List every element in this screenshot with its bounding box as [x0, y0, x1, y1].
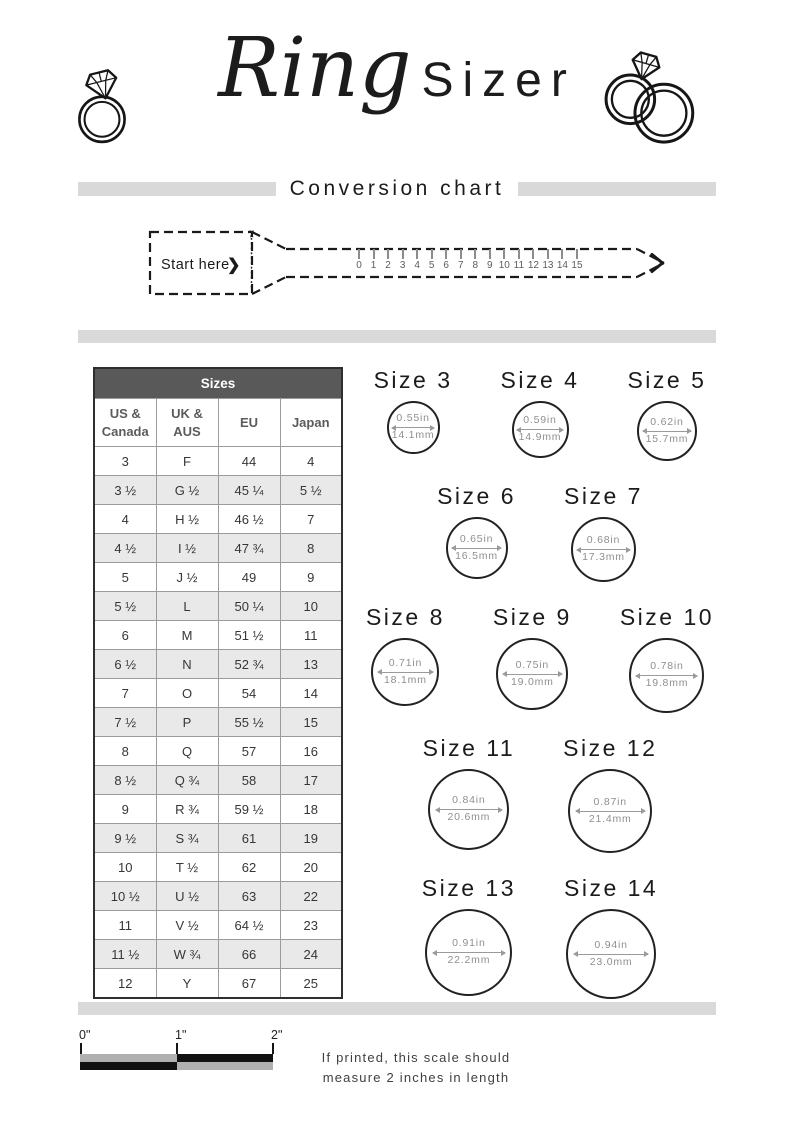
scale-caption: [278, 1048, 554, 1088]
ruler-tick: [454, 249, 468, 271]
size-label: Size 8: [365, 604, 445, 630]
cell-uk: U ½: [156, 882, 218, 911]
ruler-tick-number: 11: [513, 260, 525, 271]
ruler-tick: [497, 249, 511, 271]
diameter-measure: [639, 417, 695, 445]
column-header-eu: EU: [218, 399, 280, 447]
diameter-arrow-icon: [643, 431, 691, 432]
cell-japan: 8: [280, 534, 342, 563]
diameter-arrow-icon: [436, 809, 502, 810]
ruler-tick-number: 2: [385, 260, 391, 271]
cell-japan: 15: [280, 708, 342, 737]
cell-japan: 13: [280, 650, 342, 679]
size-circle: [425, 909, 512, 996]
ruler-tick: [555, 249, 569, 271]
ruler-tick-mark: [460, 249, 462, 259]
table-row: [94, 708, 342, 737]
table-row: [94, 679, 342, 708]
cell-uk: V ½: [156, 911, 218, 940]
ruler-tick: [541, 249, 555, 271]
ruler-tick-mark: [402, 249, 404, 259]
ruler-tick-mark: [489, 249, 491, 259]
scale-label-0: 0": [79, 1028, 91, 1042]
size-cell: [501, 367, 580, 458]
cell-eu: 66: [218, 940, 280, 969]
cell-japan: 17: [280, 766, 342, 795]
cell-eu: 49: [218, 563, 280, 592]
table-row: [94, 621, 342, 650]
ruler-tick-mark: [561, 249, 563, 259]
subtitle-row: [78, 177, 716, 201]
size-circle: [629, 638, 704, 713]
diameter-mm: 17.3mm: [582, 551, 625, 563]
cell-eu: 59 ½: [218, 795, 280, 824]
scale-segment: [177, 1062, 274, 1070]
cell-uk: L: [156, 592, 218, 621]
size-cell: [423, 735, 516, 850]
cell-eu: 45 ¼: [218, 476, 280, 505]
size-circle: [496, 638, 568, 710]
size-row-2: [437, 483, 643, 582]
cell-uk: O: [156, 679, 218, 708]
scale-bar-bottom: [80, 1062, 273, 1070]
ruler-tick: [526, 249, 540, 271]
cell-uk: Q ¾: [156, 766, 218, 795]
cell-us: 4: [94, 505, 156, 534]
cell-uk: R ¾: [156, 795, 218, 824]
size-circle: [387, 401, 440, 454]
diameter-measure: [373, 658, 437, 686]
size-row-4: [423, 735, 658, 853]
scale-segment: [80, 1062, 177, 1070]
table-row: [94, 795, 342, 824]
ruler-tick-number: 1: [370, 260, 377, 271]
diameter-mm: 22.2mm: [447, 954, 491, 966]
diameter-arrow-icon: [433, 952, 504, 953]
ruler-tick: [381, 249, 395, 271]
ruler-tick-number: 12: [527, 260, 539, 271]
ruler-tick-mark: [416, 249, 418, 259]
cell-us: 6: [94, 621, 156, 650]
diameter-arrow-icon: [503, 674, 561, 675]
diameter-mm: 20.6mm: [447, 811, 491, 823]
cell-uk: M: [156, 621, 218, 650]
size-label: Size 13: [421, 875, 516, 901]
diameter-mm: 16.5mm: [455, 549, 498, 562]
cell-us: 11: [94, 911, 156, 940]
cell-uk: I ½: [156, 534, 218, 563]
table-row: [94, 476, 342, 505]
size-cell: [493, 604, 572, 710]
ruler-tick: [425, 249, 439, 271]
scissors-icon: ✂: [245, 229, 256, 239]
size-circle: [428, 769, 509, 850]
size-label: Size 7: [564, 483, 643, 509]
table-row: [94, 882, 342, 911]
print-scale-ruler: [79, 1028, 283, 1074]
ruler-tick-number: 3: [399, 260, 406, 271]
column-header-uk: UK & AUS: [156, 399, 218, 447]
subtitle-left-bar: [78, 182, 276, 196]
cell-uk: F: [156, 447, 218, 476]
diameter-measure: [430, 795, 507, 823]
cell-eu: 67: [218, 969, 280, 999]
cell-japan: 9: [280, 563, 342, 592]
cell-japan: 4: [280, 447, 342, 476]
size-label: Size 11: [422, 735, 516, 761]
cell-uk: N: [156, 650, 218, 679]
table-row: [94, 766, 342, 795]
size-row-5: [422, 875, 658, 999]
table-row: [94, 853, 342, 882]
cell-eu: 50 ¼: [218, 592, 280, 621]
cell-us: 3 ½: [94, 476, 156, 505]
diameter-inches: 0.62in: [650, 415, 684, 428]
cell-japan: 11: [280, 621, 342, 650]
cell-eu: 47 ¾: [218, 534, 280, 563]
diameter-inches: 0.55in: [396, 412, 430, 425]
scale-segment: [177, 1054, 274, 1062]
cell-us: 8 ½: [94, 766, 156, 795]
cell-eu: 64 ½: [218, 911, 280, 940]
ruler-tick: [439, 249, 453, 271]
size-circle: [446, 517, 508, 579]
cell-uk: P: [156, 708, 218, 737]
print-scale-section: [80, 1028, 720, 1090]
cell-eu: 46 ½: [218, 505, 280, 534]
cell-us: 4 ½: [94, 534, 156, 563]
cell-eu: 51 ½: [218, 621, 280, 650]
cell-uk: S ¾: [156, 824, 218, 853]
ruler-tick-mark: [518, 249, 520, 259]
size-circle: [512, 401, 569, 458]
scale-label-2: 2": [271, 1028, 283, 1042]
size-circles-section: [364, 367, 716, 999]
cell-us: 12: [94, 969, 156, 999]
start-here-label: Start here: [161, 257, 230, 273]
size-label: Size 3: [373, 367, 453, 393]
diameter-mm: 19.8mm: [645, 677, 689, 689]
cell-us: 3: [94, 447, 156, 476]
diameter-inches: 0.78in: [650, 660, 684, 673]
diameter-inches: 0.65in: [459, 532, 494, 545]
cell-us: 7: [94, 679, 156, 708]
cell-japan: 20: [280, 853, 342, 882]
ruler-tick-number: 6: [443, 260, 449, 271]
diameter-inches: 0.91in: [452, 937, 486, 950]
ruler-tick-mark: [358, 249, 360, 259]
cell-japan: 16: [280, 737, 342, 766]
size-conversion-table: [93, 367, 343, 999]
double-rings-icon: [598, 48, 702, 146]
ruler-tick-number: 10: [498, 260, 510, 271]
size-circle: [566, 909, 656, 999]
diameter-mm: 14.1mm: [391, 429, 435, 441]
diameter-inches: 0.59in: [523, 414, 557, 427]
diameter-measure: [631, 661, 702, 689]
diameter-mm: 14.9mm: [518, 431, 562, 443]
size-label: Size 9: [492, 604, 572, 630]
cell-japan: 7: [280, 505, 342, 534]
ruler-tick-mark: [532, 249, 534, 259]
size-circle: [568, 769, 652, 853]
size-label: Size 10: [619, 604, 715, 630]
cell-japan: 25: [280, 969, 342, 999]
scale-bar-top: [80, 1054, 273, 1062]
cell-japan: 24: [280, 940, 342, 969]
ruler-tick-mark: [576, 249, 578, 259]
cell-us: 5: [94, 563, 156, 592]
diameter-measure: [498, 660, 566, 688]
diameter-arrow-icon: [517, 429, 563, 430]
ruler-tick-number: 8: [472, 260, 479, 271]
ruler-tick: [352, 249, 366, 271]
size-label: Size 12: [563, 735, 658, 761]
size-cell: [422, 875, 516, 996]
scale-caption-line1: If printed, this scale should: [321, 1050, 511, 1065]
table-row: [94, 563, 342, 592]
size-cell: [366, 604, 445, 706]
size-label: Size 14: [564, 875, 659, 901]
cell-japan: 5 ½: [280, 476, 342, 505]
start-here-chevron-icon: ❯: [227, 257, 241, 274]
cell-us: 5 ½: [94, 592, 156, 621]
scale-tick: [80, 1043, 82, 1054]
ruler-tick-number: 4: [414, 260, 420, 271]
ruler-tick: [483, 249, 497, 271]
cell-us: 9 ½: [94, 824, 156, 853]
ruler-tick-number: 13: [542, 260, 554, 271]
size-cell: [563, 735, 657, 853]
table-row: [94, 737, 342, 766]
diameter-arrow-icon: [378, 672, 433, 673]
scale-caption-line2: measure 2 inches in length: [322, 1070, 510, 1086]
table-row: [94, 824, 342, 853]
scale-tick: [272, 1043, 274, 1054]
size-row-3: [366, 604, 714, 713]
ruler-tick-mark: [431, 249, 433, 259]
size-cell: [564, 875, 658, 999]
top-divider-bar: [78, 330, 716, 343]
cell-eu: 63: [218, 882, 280, 911]
table-row: [94, 650, 342, 679]
subtitle-text: Conversion chart: [289, 177, 505, 200]
cell-japan: 23: [280, 911, 342, 940]
ruler-tick-number: 9: [487, 260, 493, 271]
diameter-arrow-icon: [392, 427, 434, 428]
cell-eu: 54: [218, 679, 280, 708]
table-row: [94, 592, 342, 621]
table-row: [94, 940, 342, 969]
diameter-measure: [573, 535, 634, 563]
size-label: Size 6: [437, 483, 516, 509]
title-ring: Ring: [218, 21, 412, 116]
column-header-us: US & Canada: [94, 399, 156, 447]
cell-eu: 57: [218, 737, 280, 766]
table-row: [94, 505, 342, 534]
diameter-mm: 21.4mm: [588, 812, 632, 825]
diameter-measure: [514, 415, 567, 443]
diameter-inches: 0.84in: [452, 794, 486, 807]
diameter-inches: 0.75in: [515, 658, 550, 671]
cell-japan: 14: [280, 679, 342, 708]
size-cell: [374, 367, 453, 454]
ruler-tick: [367, 249, 381, 271]
ruler-tick-mark: [474, 249, 476, 259]
cell-eu: 55 ½: [218, 708, 280, 737]
title-sizer: Sizer: [421, 54, 576, 107]
bottom-divider-bar: [78, 1002, 716, 1015]
ruler-tick: [468, 249, 482, 271]
cell-uk: Q: [156, 737, 218, 766]
sizer-ruler: [352, 249, 584, 271]
diameter-inches: 0.87in: [593, 795, 627, 808]
diameter-mm: 15.7mm: [645, 432, 689, 445]
scale-label-1: 1": [175, 1028, 187, 1042]
size-cell: [437, 483, 516, 579]
ring-sizer-strip: [148, 228, 678, 300]
cell-eu: 52 ¾: [218, 650, 280, 679]
ruler-tick: [410, 249, 424, 271]
ruler-tick-number: 5: [428, 260, 435, 271]
diameter-mm: 23.0mm: [589, 955, 633, 968]
diameter-mm: 19.0mm: [510, 675, 554, 688]
cell-us: 9: [94, 795, 156, 824]
diameter-measure: [570, 797, 650, 825]
table-row: [94, 447, 342, 476]
ruler-tick: [570, 249, 584, 271]
diameter-inches: 0.94in: [594, 938, 628, 951]
diameter-arrow-icon: [576, 811, 645, 812]
size-label: Size 4: [500, 367, 580, 393]
diameter-measure: [389, 413, 438, 441]
cell-uk: G ½: [156, 476, 218, 505]
subtitle-right-bar: [518, 182, 716, 196]
size-circle: [637, 401, 697, 461]
cell-us: 10: [94, 853, 156, 882]
diameter-mm: 18.1mm: [384, 673, 427, 686]
table-row: [94, 534, 342, 563]
size-cell: [627, 367, 706, 461]
cell-eu: 58: [218, 766, 280, 795]
diameter-arrow-icon: [452, 548, 502, 549]
ruler-tick-mark: [547, 249, 549, 259]
size-cell: [620, 604, 714, 713]
cell-japan: 18: [280, 795, 342, 824]
ruler-tick: [396, 249, 410, 271]
cell-eu: 61: [218, 824, 280, 853]
cell-us: 8: [94, 737, 156, 766]
cell-us: 6 ½: [94, 650, 156, 679]
cell-uk: W ¾: [156, 940, 218, 969]
diameter-arrow-icon: [636, 675, 697, 676]
cell-us: 10 ½: [94, 882, 156, 911]
table-row: [94, 969, 342, 999]
size-circle: [371, 638, 439, 706]
cell-eu: 62: [218, 853, 280, 882]
ruler-tick: [512, 249, 526, 271]
cell-uk: Y: [156, 969, 218, 999]
size-row-1: [374, 367, 707, 461]
diameter-inches: 0.68in: [586, 534, 621, 547]
table-title: Sizes: [94, 368, 342, 399]
ruler-tick-mark: [445, 249, 447, 259]
ruler-tick-number: 0: [356, 260, 362, 271]
ruler-tick-number: 15: [571, 260, 583, 271]
ruler-tick-number: 14: [556, 260, 568, 271]
scale-segment: [80, 1054, 177, 1062]
size-cell: [564, 483, 643, 582]
cell-japan: 22: [280, 882, 342, 911]
diameter-arrow-icon: [577, 549, 629, 550]
scale-tick: [176, 1043, 178, 1054]
cell-uk: J ½: [156, 563, 218, 592]
ruler-tick-mark: [387, 249, 389, 259]
ruler-tick-mark: [503, 249, 505, 259]
size-circle: [571, 517, 636, 582]
column-header-japan: Japan: [280, 399, 342, 447]
table-row: [94, 911, 342, 940]
cell-eu: 44: [218, 447, 280, 476]
size-label: Size 5: [627, 367, 707, 393]
cell-uk: H ½: [156, 505, 218, 534]
diameter-measure: [568, 940, 654, 968]
diameter-arrow-icon: [574, 954, 648, 955]
cell-japan: 10: [280, 592, 342, 621]
diameter-measure: [448, 534, 506, 562]
diameter-measure: [427, 938, 510, 966]
ruler-tick-mark: [373, 249, 375, 259]
cell-japan: 19: [280, 824, 342, 853]
diameter-inches: 0.71in: [388, 656, 423, 669]
cell-us: 7 ½: [94, 708, 156, 737]
cell-us: 11 ½: [94, 940, 156, 969]
ruler-tick-number: 7: [457, 260, 464, 271]
cell-uk: T ½: [156, 853, 218, 882]
